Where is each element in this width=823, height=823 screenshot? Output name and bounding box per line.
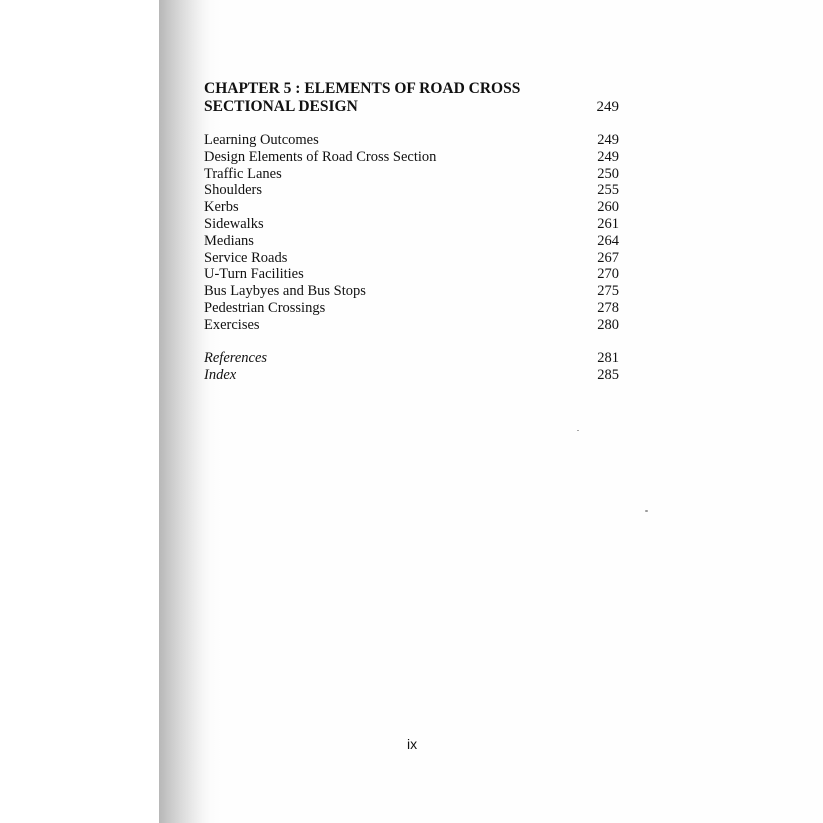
toc-entry-title: Traffic Lanes: [204, 165, 282, 182]
toc-entry-page: 261: [597, 215, 619, 232]
chapter-page-number: 249: [596, 99, 619, 115]
chapter-heading-line-1: CHAPTER 5 : ELEMENTS OF ROAD CROSS: [204, 80, 521, 97]
toc-entry: [204, 233, 619, 250]
toc-entry-page: 280: [597, 316, 619, 333]
toc-entry-title: Pedestrian Crossings: [204, 299, 326, 316]
toc-entry-page: 275: [597, 283, 619, 300]
toc-entry-title: Service Roads: [204, 249, 288, 266]
toc-entry: [204, 166, 619, 183]
toc-entry-title: U-Turn Facilities: [204, 266, 304, 283]
book-page: [159, 0, 823, 823]
toc-entry-title: Shoulders: [204, 182, 262, 199]
toc-entry-page: 278: [597, 299, 619, 316]
toc-entry: [204, 283, 619, 300]
toc-entry: [204, 199, 619, 216]
references-title: References: [204, 350, 268, 366]
chapter-heading-line-2: SECTIONAL DESIGN: [204, 98, 358, 115]
page-folio: ix: [407, 736, 418, 752]
toc-entry-title: Learning Outcomes: [204, 132, 319, 148]
scan-speck: [577, 430, 579, 431]
references-page: 281: [597, 350, 619, 366]
back-matter-entries: [204, 350, 619, 384]
toc-entry: [204, 250, 619, 267]
toc-entry-title: Design Elements of Road Cross Section: [204, 148, 437, 165]
back-matter-entry: [204, 350, 619, 367]
toc-entry-page: 264: [597, 232, 619, 249]
index-title: Index: [204, 366, 237, 383]
toc-entry-page: 249: [597, 148, 619, 165]
toc-entry-page: 255: [597, 182, 619, 199]
toc-entries: [204, 132, 619, 334]
toc-entry-title: Exercises: [204, 316, 260, 333]
scan-speck: [645, 510, 648, 512]
toc-entry-page: 250: [597, 165, 619, 182]
toc-entry-title: Bus Laybyes and Bus Stops: [204, 283, 366, 300]
toc-entry: [204, 216, 619, 233]
toc-entry: [204, 300, 619, 317]
toc-entry-page: 267: [597, 249, 619, 266]
toc-entry-page: 249: [597, 132, 619, 148]
toc-entry: [204, 266, 619, 283]
toc-entry-title: Medians: [204, 232, 254, 249]
toc-entry-title: Sidewalks: [204, 215, 264, 232]
toc-entry: [204, 149, 619, 166]
toc-entry: [204, 182, 619, 199]
toc-entry-title: Kerbs: [204, 199, 239, 216]
toc-entry-page: 260: [597, 199, 619, 216]
toc-entry: [204, 317, 619, 334]
toc-entry-page: 270: [597, 266, 619, 283]
back-matter-entry: [204, 367, 619, 384]
toc-entry: [204, 132, 619, 149]
index-page: 285: [597, 366, 619, 383]
